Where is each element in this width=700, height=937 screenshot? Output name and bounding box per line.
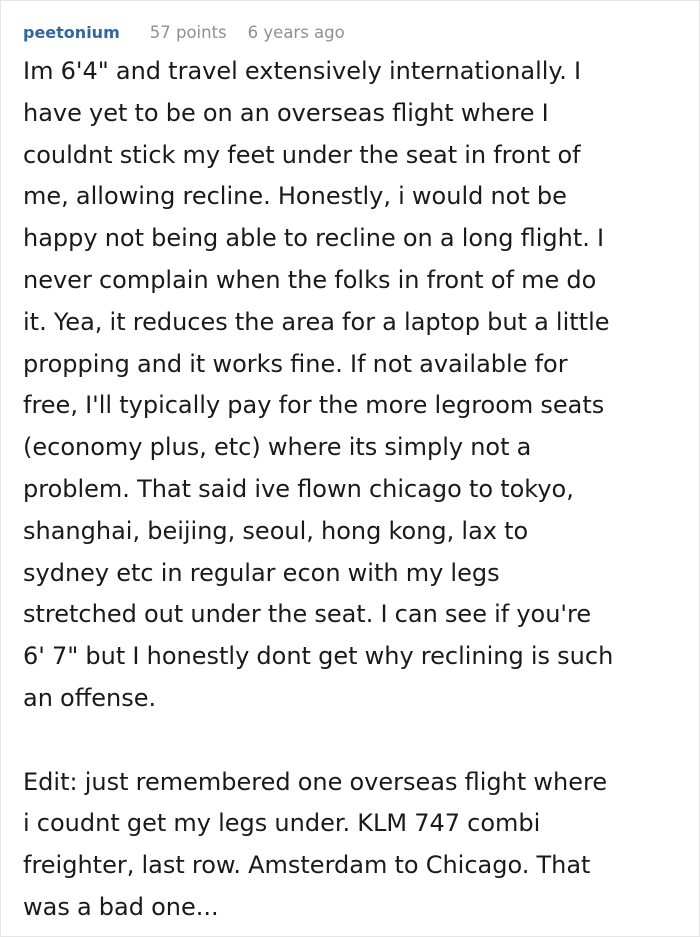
comment-author[interactable]: peetonium [23, 22, 120, 42]
comment-line: sydney etc in regular econ with my legs [23, 558, 500, 587]
paragraph-spacer [23, 720, 683, 762]
comment-line: have yet to be on an overseas flight where I [23, 98, 549, 127]
comment-line: was a bad one... [23, 892, 219, 921]
comment-line: problem. That said ive flown chicago to tokyo, [23, 474, 574, 503]
comment-line: Edit: just remembered one overseas flight where [23, 767, 608, 796]
comment-body [23, 51, 683, 929]
comment-line: Im 6'4" and travel extensively internationally. I [23, 57, 582, 85]
comment-line: happy not being able to recline on a long flight. I [23, 224, 605, 253]
comment-line: propping and it works fine. If not available for [23, 349, 568, 378]
comment-paragraph-1 [23, 51, 683, 720]
comment-line: freighter, last row. Amsterdam to Chicago. That [23, 851, 591, 880]
comment-line: it. Yea, it reduces the area for a laptop but a little [23, 307, 610, 336]
comment-line: stretched out under the seat. I can see if you're [23, 600, 592, 629]
comment-age[interactable]: 6 years ago [247, 22, 345, 42]
comment-paragraph-2 [23, 762, 683, 929]
comment-line: never complain when the folks in front of me do [23, 265, 597, 294]
comment-line: an offense. [23, 683, 157, 712]
comment-line: couldnt stick my feet under the seat in front of [23, 140, 581, 169]
comment-line: me, allowing recline. Honestly, i would not be [23, 182, 567, 211]
comment-points: 57 points [149, 22, 227, 42]
comment-meta [23, 20, 345, 44]
comment-line: i coudnt get my legs under. KLM 747 combi [23, 809, 541, 838]
comment-line: (economy plus, etc) where its simply not a [23, 433, 532, 462]
comment-line: 6' 7" but I honestly dont get why reclining is such [23, 642, 614, 671]
comment-line: shanghai, beijing, seoul, hong kong, lax to [23, 516, 529, 545]
comment-line: free, I'll typically pay for the more legroom seats [23, 391, 605, 420]
